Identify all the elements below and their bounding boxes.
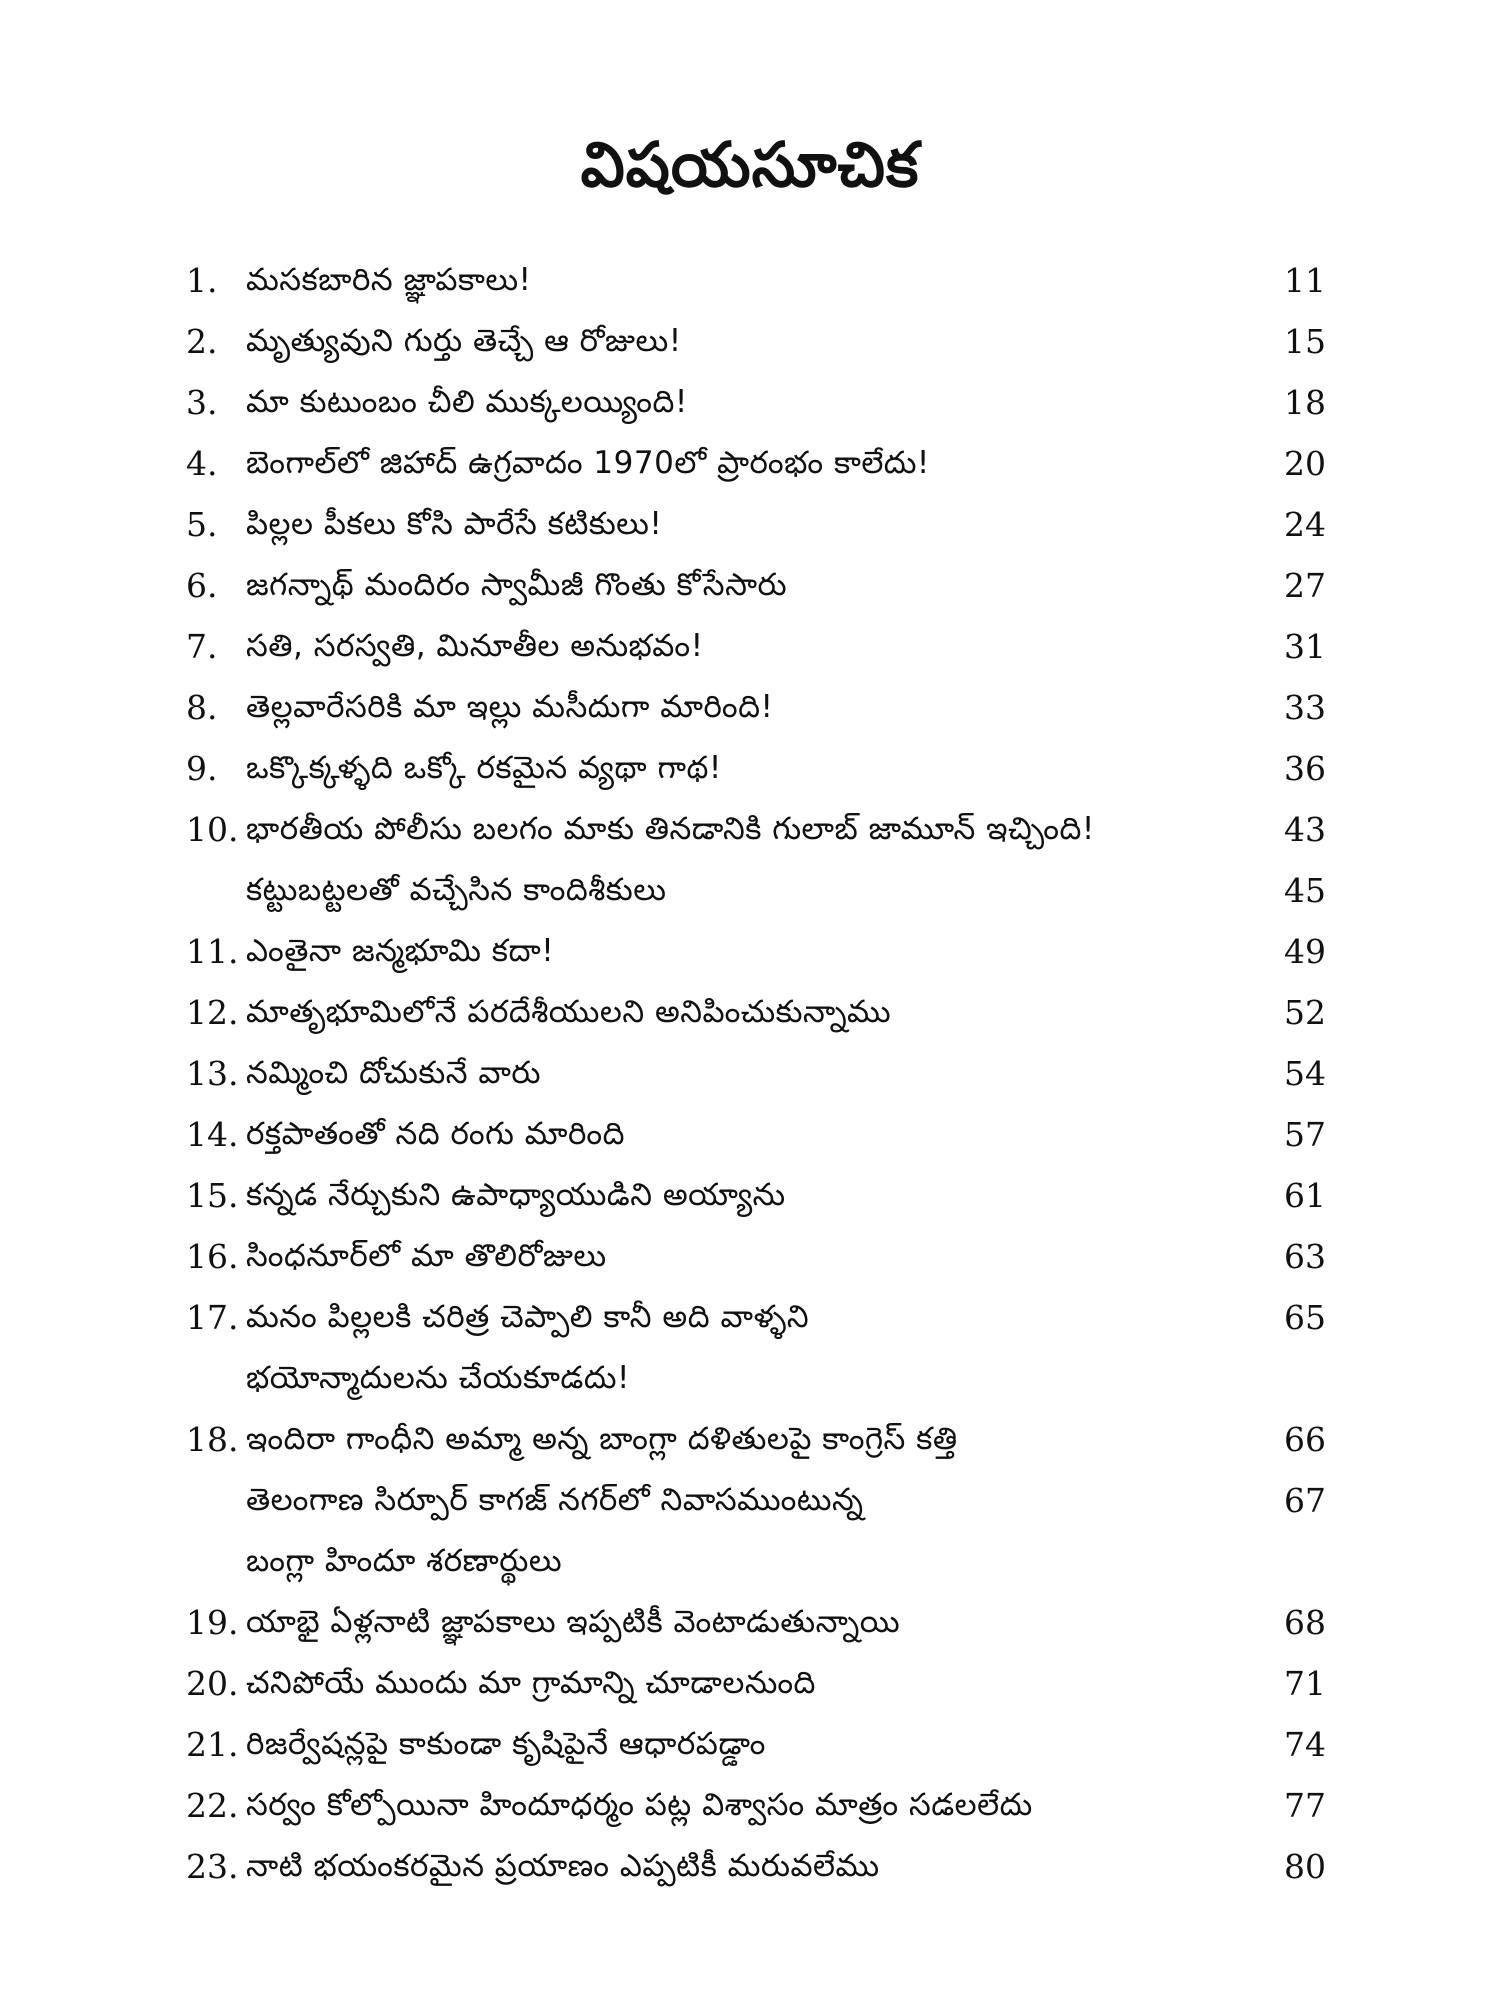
toc-entry-number: 4. bbox=[186, 444, 218, 483]
toc-entry bbox=[186, 1165, 1326, 1226]
toc-entry-number: 15. bbox=[186, 1176, 239, 1215]
toc-entry-title: తెలంగాణ సిర్పూర్ కాగజ్ నగర్‌లో నివాసముంటున్న bbox=[246, 1482, 864, 1518]
toc-entry bbox=[186, 1104, 1326, 1165]
toc-entry-number: 10. bbox=[186, 810, 239, 849]
toc-entry-page: 36 bbox=[1284, 749, 1326, 788]
toc-entry-title: జగన్నాథ్ మందిరం స్వామీజీ గొంతు కోసేసారు bbox=[246, 567, 788, 603]
toc-entry-page: 33 bbox=[1284, 688, 1326, 727]
toc-entry-number: 1. bbox=[186, 261, 218, 300]
toc-entry bbox=[186, 677, 1326, 738]
toc-entry-page: 68 bbox=[1284, 1603, 1326, 1642]
toc-entry bbox=[186, 250, 1326, 311]
toc-entry-number: 12. bbox=[186, 993, 239, 1032]
toc-entry bbox=[186, 372, 1326, 433]
toc-entry-page: 52 bbox=[1284, 993, 1326, 1032]
toc-entry-title: ఇందిరా గాంధీని అమ్మా అన్న బాంగ్లా దళితులపై కాంగ్రెస్ కత్తి bbox=[246, 1421, 958, 1457]
toc-entry-page: 27 bbox=[1284, 566, 1326, 605]
toc-entry-number: 16. bbox=[186, 1237, 239, 1276]
toc-entry bbox=[186, 1836, 1326, 1897]
toc-entry bbox=[186, 982, 1326, 1043]
toc-entry-number: 2. bbox=[186, 322, 218, 361]
toc-entry-number: 18. bbox=[186, 1420, 239, 1459]
toc-entry-page: 80 bbox=[1284, 1847, 1326, 1886]
toc-entry bbox=[186, 1287, 1326, 1348]
toc-entry-title: సింధనూర్‌లో మా తొలిరోజులు bbox=[246, 1238, 607, 1274]
toc-entry-title: పిల్లల పీకలు కోసి పారేసే కటికులు! bbox=[246, 506, 663, 542]
toc-entry-number: 13. bbox=[186, 1054, 239, 1093]
toc-entry-page: 49 bbox=[1284, 932, 1326, 971]
toc-entry-title: రిజర్వేషన్లపై కాకుండా కృషిపైనే ఆధారపడ్డాం bbox=[246, 1726, 766, 1762]
toc-entry-number: 3. bbox=[186, 383, 218, 422]
toc-entry-title: మా కుటుంబం చీలి ముక్కలయ్యింది! bbox=[246, 384, 688, 420]
toc-entry-number: 17. bbox=[186, 1298, 239, 1337]
toc-entry-page: 61 bbox=[1284, 1176, 1326, 1215]
toc-entry bbox=[186, 616, 1326, 677]
toc-entry-number: 6. bbox=[186, 566, 218, 605]
toc-entry-title: కన్నడ నేర్చుకుని ఉపాధ్యాయుడిని అయ్యాను bbox=[246, 1177, 786, 1213]
toc-entry-page: 71 bbox=[1284, 1664, 1326, 1703]
toc-entry-title: బంగ్లా హిందూ శరణార్థులు bbox=[246, 1543, 563, 1579]
toc-entry bbox=[186, 1043, 1326, 1104]
toc-entry-page: 65 bbox=[1284, 1298, 1326, 1337]
toc-entry-number: 19. bbox=[186, 1603, 239, 1642]
toc-entry-number: 20. bbox=[186, 1664, 239, 1703]
toc-entry bbox=[186, 1653, 1326, 1714]
page-title: విషయసూచిక bbox=[580, 128, 920, 201]
toc-entry-page: 18 bbox=[1284, 383, 1326, 422]
toc-entry-title: కట్టుబట్టలతో వచ్చేసిన కాందిశీకులు bbox=[246, 872, 667, 908]
toc-entry bbox=[186, 433, 1326, 494]
toc-entry-page: 20 bbox=[1284, 444, 1326, 483]
toc-entry-title: భారతీయ పోలీసు బలగం మాకు తినడానికి గులాబ్ జామూన్ ఇచ్చింది! bbox=[246, 811, 1095, 847]
toc-entry bbox=[186, 921, 1326, 982]
toc-entry-title: నమ్మించి దోచుకునే వారు bbox=[246, 1055, 542, 1091]
toc-entry-page: 57 bbox=[1284, 1115, 1326, 1154]
toc-entry-title: మసకబారిన జ్ఞాపకాలు! bbox=[246, 262, 532, 298]
toc-entry-page: 67 bbox=[1284, 1481, 1326, 1520]
toc-entry-number: 8. bbox=[186, 688, 218, 727]
toc-entry-title: మనం పిల్లలకి చరిత్ర చెప్పాలి కానీ అది వాళ్ళని bbox=[246, 1299, 810, 1335]
toc-entry-page: 24 bbox=[1284, 505, 1326, 544]
toc-entry-title: యాభై ఏళ్లనాటి జ్ఞాపకాలు ఇప్పటికీ వెంటాడుతున్నాయి bbox=[246, 1604, 901, 1640]
toc-entry-title: సర్వం కోల్పోయినా హిందూధర్మం పట్ల విశ్వాసం మాత్రం సడలలేదు bbox=[246, 1787, 1033, 1823]
toc-entry-number: 11. bbox=[186, 932, 239, 971]
toc-entry bbox=[186, 494, 1326, 555]
toc-entry-number: 5. bbox=[186, 505, 218, 544]
toc-entry-title: ఒక్కొక్కళ్ళది ఒక్కో రకమైన వ్యథా గాథ! bbox=[246, 750, 722, 786]
toc-entry-title: బెంగాల్‌లో జిహాద్ ఉగ్రవాదం 1970లో ప్రారంభం కాలేదు! bbox=[246, 445, 930, 481]
toc-entry-number: 22. bbox=[186, 1786, 239, 1825]
toc-entry-page: 43 bbox=[1284, 810, 1326, 849]
toc-entry-number: 21. bbox=[186, 1725, 239, 1764]
toc-entry-title: తెల్లవారేసరికి మా ఇల్లు మసీదుగా మారింది! bbox=[246, 689, 774, 725]
toc-entry bbox=[186, 1470, 1326, 1531]
toc-entry-title: నాటి భయంకరమైన ప్రయాణం ఎప్పటికీ మరువలేము bbox=[246, 1848, 880, 1884]
toc-entry bbox=[186, 738, 1326, 799]
toc-entry-page: 63 bbox=[1284, 1237, 1326, 1276]
toc-entry-title: చనిపోయే ముందు మా గ్రామాన్ని చూడాలనుంది bbox=[246, 1665, 816, 1701]
toc-entry bbox=[186, 555, 1326, 616]
toc-entry-number: 9. bbox=[186, 749, 218, 788]
toc-entry-number: 23. bbox=[186, 1847, 239, 1886]
toc-list bbox=[186, 250, 1326, 1897]
toc-entry bbox=[186, 1409, 1326, 1470]
toc-entry-page: 15 bbox=[1284, 322, 1326, 361]
toc-entry-page: 74 bbox=[1284, 1725, 1326, 1764]
toc-entry bbox=[186, 1531, 1326, 1592]
toc-entry bbox=[186, 799, 1326, 860]
toc-entry bbox=[186, 1714, 1326, 1775]
toc-entry-number: 7. bbox=[186, 627, 218, 666]
toc-entry-page: 45 bbox=[1284, 871, 1326, 910]
toc-entry-title: ఎంతైనా జన్మభూమి కదా! bbox=[246, 933, 555, 969]
toc-entry bbox=[186, 311, 1326, 372]
toc-entry bbox=[186, 860, 1326, 921]
toc-entry bbox=[186, 1348, 1326, 1409]
toc-entry-page: 11 bbox=[1284, 261, 1326, 300]
toc-entry-page: 66 bbox=[1284, 1420, 1326, 1459]
toc-entry bbox=[186, 1592, 1326, 1653]
toc-entry-title: మాతృభూమిలోనే పరదేశీయులని అనిపించుకున్నాము bbox=[246, 994, 892, 1030]
toc-entry-title: సతి, సరస్వతి, మినూతీల అనుభవం! bbox=[246, 628, 704, 664]
toc-entry bbox=[186, 1226, 1326, 1287]
toc-entry-title: రక్తపాతంతో నది రంగు మారింది bbox=[246, 1116, 625, 1152]
toc-entry-number: 14. bbox=[186, 1115, 239, 1154]
toc-entry-page: 54 bbox=[1284, 1054, 1326, 1093]
toc-entry-title: భయోన్మాదులను చేయకూడదు! bbox=[246, 1360, 630, 1396]
toc-entry-page: 31 bbox=[1284, 627, 1326, 666]
toc-entry-title: మృత్యువుని గుర్తు తెచ్చే ఆ రోజులు! bbox=[246, 323, 682, 359]
toc-entry-page: 77 bbox=[1284, 1786, 1326, 1825]
toc-entry bbox=[186, 1775, 1326, 1836]
